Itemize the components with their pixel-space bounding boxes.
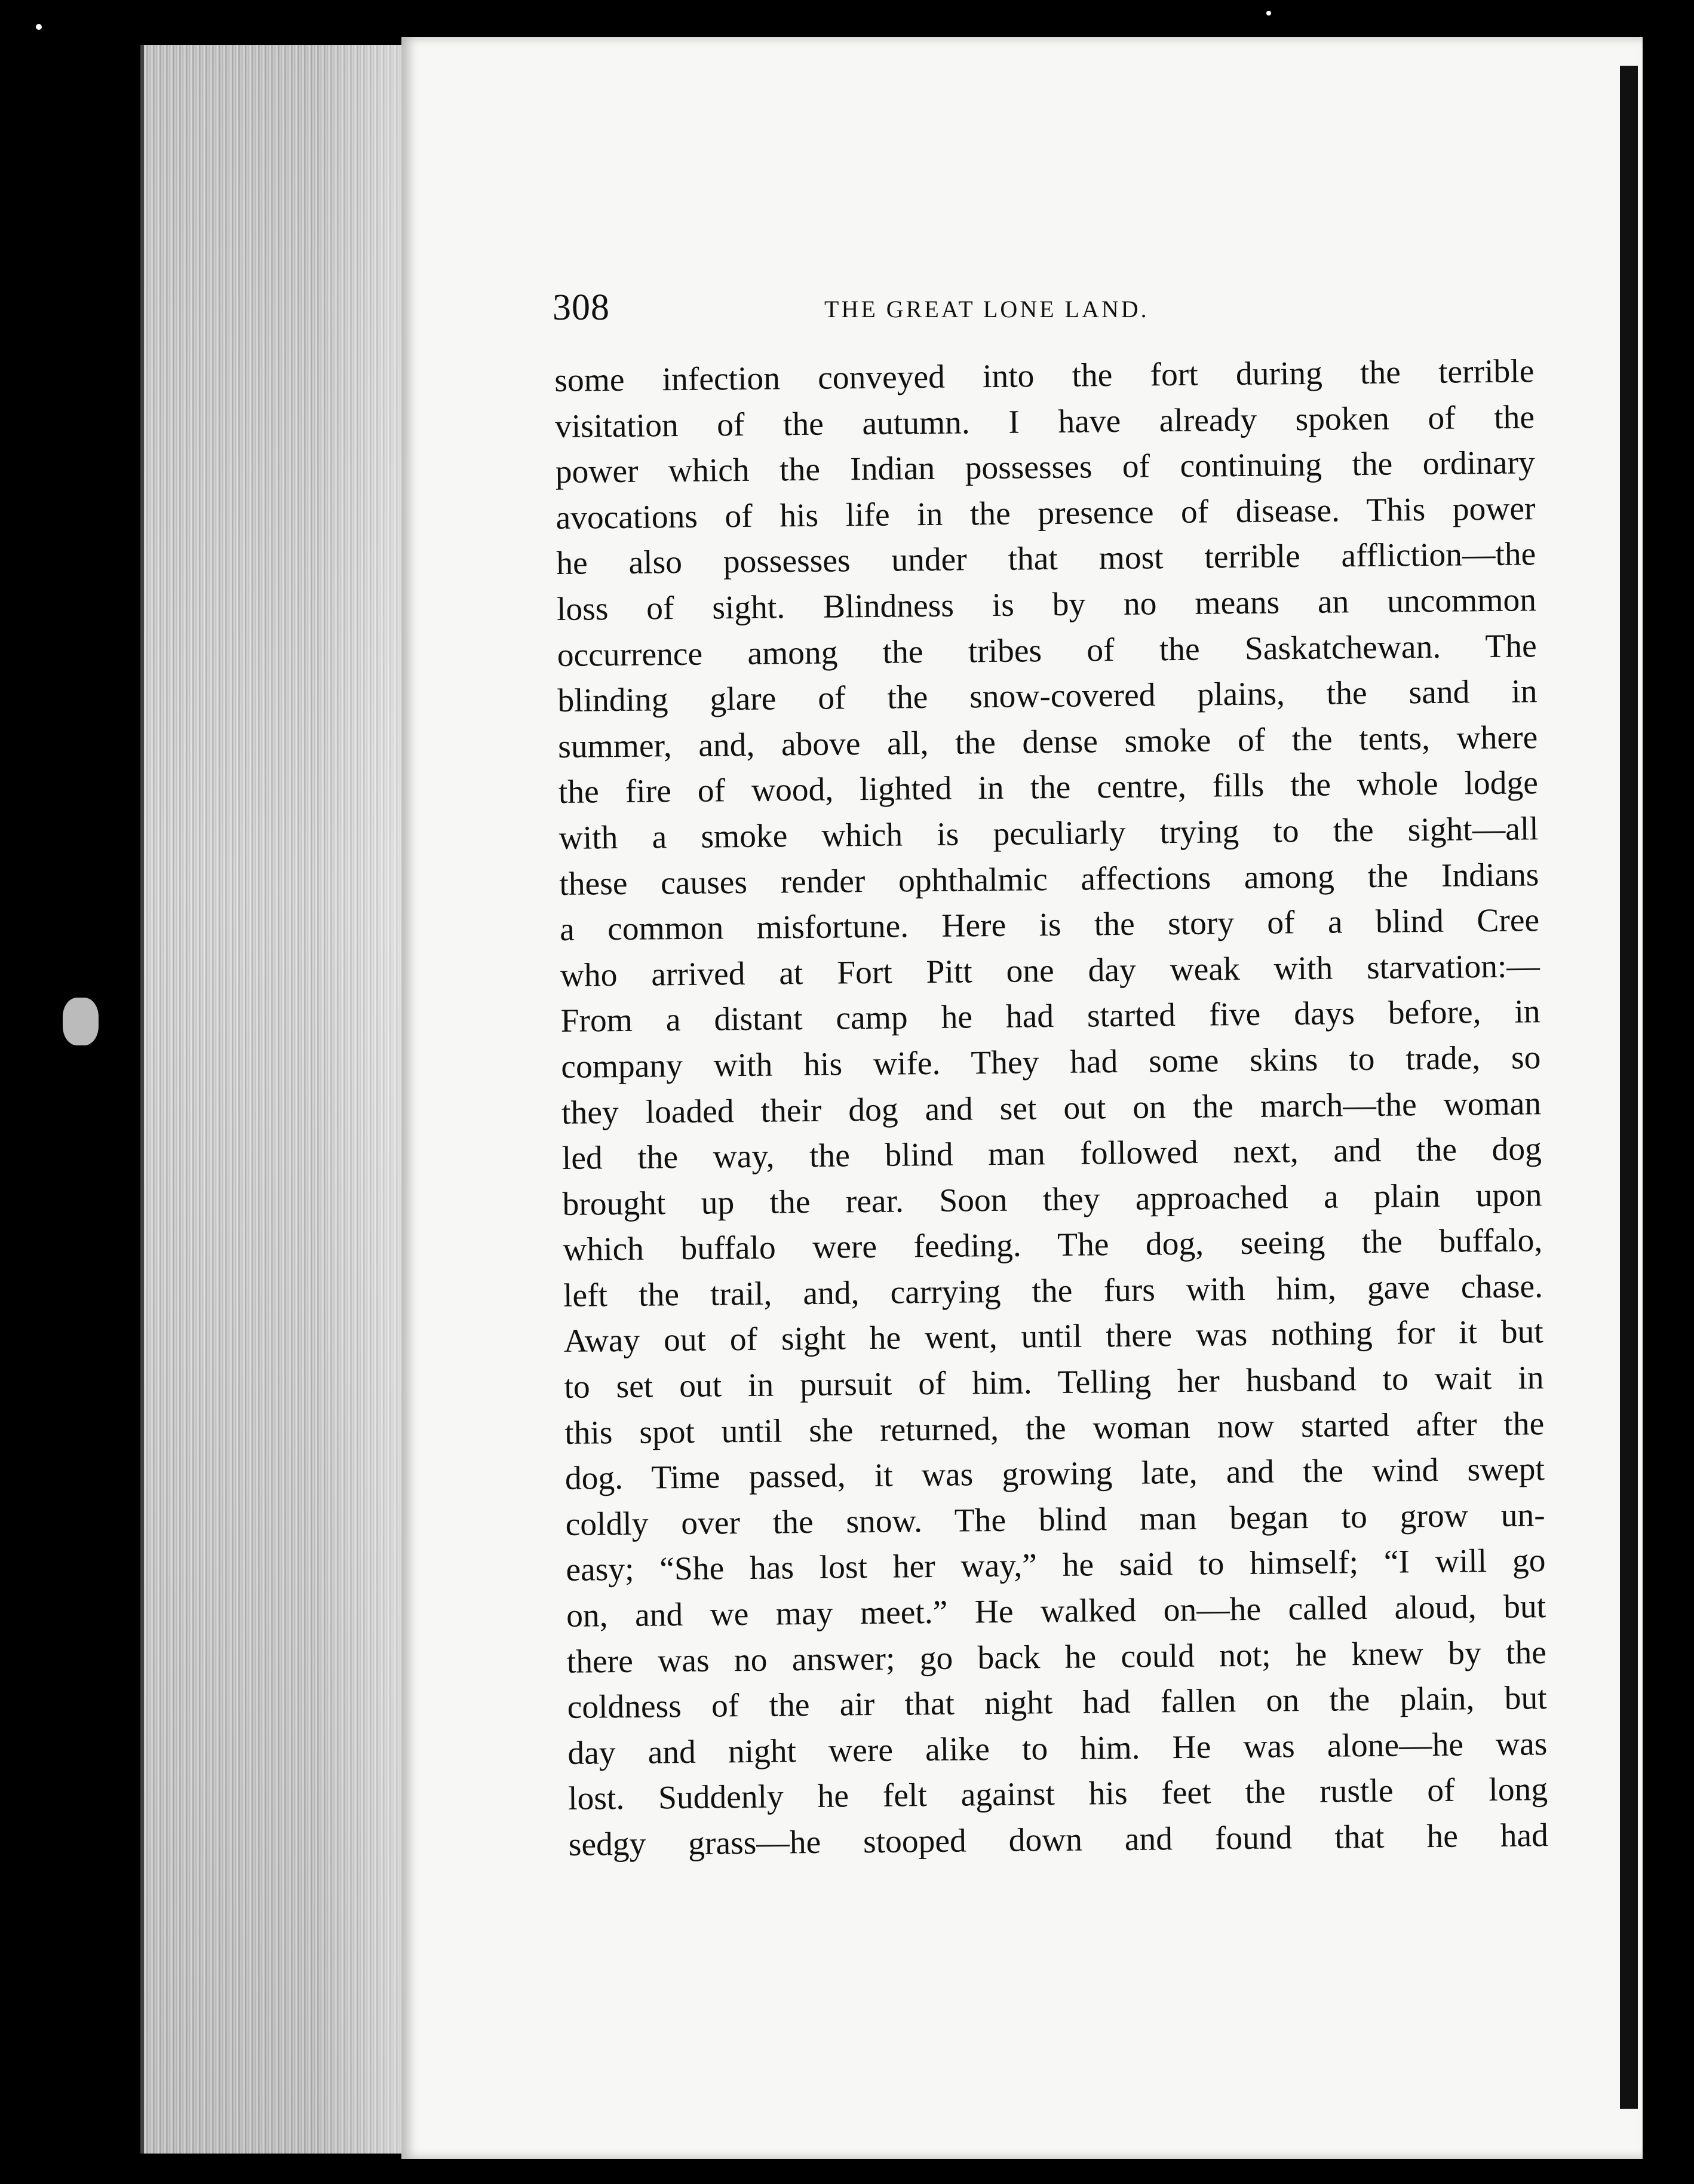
text-line: power which the Indian possesses of continuing the ordinary xyxy=(555,444,1536,491)
running-head: THE GREAT LONE LAND. xyxy=(824,296,1149,323)
text-line: some infection conveyed into the fort during the terrible xyxy=(554,353,1535,399)
text-line: on, and we may meet.” He walked on—he called aloud, but xyxy=(566,1588,1546,1634)
page-number: 308 xyxy=(553,287,610,328)
text-line: summer, and, above all, the dense smoke of the tents, where xyxy=(557,719,1538,765)
text-line: led the way, the blind man followed next, and the dog xyxy=(561,1131,1542,1177)
text-line: brought up the rear. Soon they approached a plain upon xyxy=(562,1176,1542,1223)
text-line: easy; “She has lost her way,” he said to himself; “I will go xyxy=(566,1542,1546,1589)
text-line: dog. Time passed, it was growing late, and the wind swept xyxy=(564,1451,1545,1498)
text-line: coldly over the snow. The blind man began to grow un- xyxy=(565,1497,1545,1543)
text-line: this spot until she returned, the woman now started after the xyxy=(564,1405,1545,1452)
dust-speck xyxy=(1266,11,1271,16)
text-line: to set out in pursuit of him. Telling her husband to wait in xyxy=(564,1360,1544,1406)
text-line: Away out of sight he went, until there was nothing for it but xyxy=(563,1314,1544,1360)
text-line: with a smoke which is peculiarly trying to the sight—all xyxy=(558,811,1539,857)
body-text xyxy=(554,349,1548,1868)
facing-page-edge xyxy=(1620,66,1638,2109)
text-line: a common misfortune. Here is the story of a blind Cree xyxy=(559,902,1540,949)
text-line: left the trail, and, carrying the furs with him, gave chase. xyxy=(563,1268,1543,1314)
text-line: who arrived at Fort Pitt one day weak with starvation:— xyxy=(560,947,1540,994)
dust-speck xyxy=(63,998,99,1045)
dust-speck xyxy=(36,24,42,30)
text-line: which buffalo were feeding. The dog, seeing the buffalo, xyxy=(563,1222,1543,1269)
text-line: avocations of his life in the presence of disease. This power xyxy=(556,490,1536,536)
text-line: visitation of the autumn. I have already spoken of the xyxy=(554,398,1535,445)
text-line: loss of sight. Blindness is by no means an uncommon xyxy=(556,582,1537,628)
text-line: there was no answer; go back he could not; he knew by the xyxy=(566,1634,1547,1680)
text-line: From a distant camp he had started five days before, in xyxy=(560,993,1540,1040)
page-header xyxy=(553,281,1251,335)
text-line: they loaded their dog and set out on the march—the woman xyxy=(561,1085,1542,1131)
text-line: blinding glare of the snow-covered plains, the sand in xyxy=(557,673,1538,720)
text-line: these causes render ophthalmic affections among the Indians xyxy=(559,856,1539,903)
text-line: lost. Suddenly he felt against his feet the rustle of long xyxy=(567,1771,1548,1818)
gutter-shadow xyxy=(317,45,403,2154)
text-line: company with his wife. They had some skins to trade, so xyxy=(561,1039,1541,1085)
text-line: occurrence among the tribes of the Saskatchewan. The xyxy=(557,627,1537,674)
text-line: he also possesses under that most terrible affliction—the xyxy=(556,536,1536,582)
text-line: coldness of the air that night had fallen on the plain, but xyxy=(567,1680,1547,1726)
text-line: the fire of wood, lighted in the centre, fills the whole lodge xyxy=(558,765,1539,811)
text-line: day and night were alike to him. He was alone—he was xyxy=(567,1725,1548,1772)
text-line: sedgy grass—he stooped down and found that he had xyxy=(568,1817,1549,1863)
